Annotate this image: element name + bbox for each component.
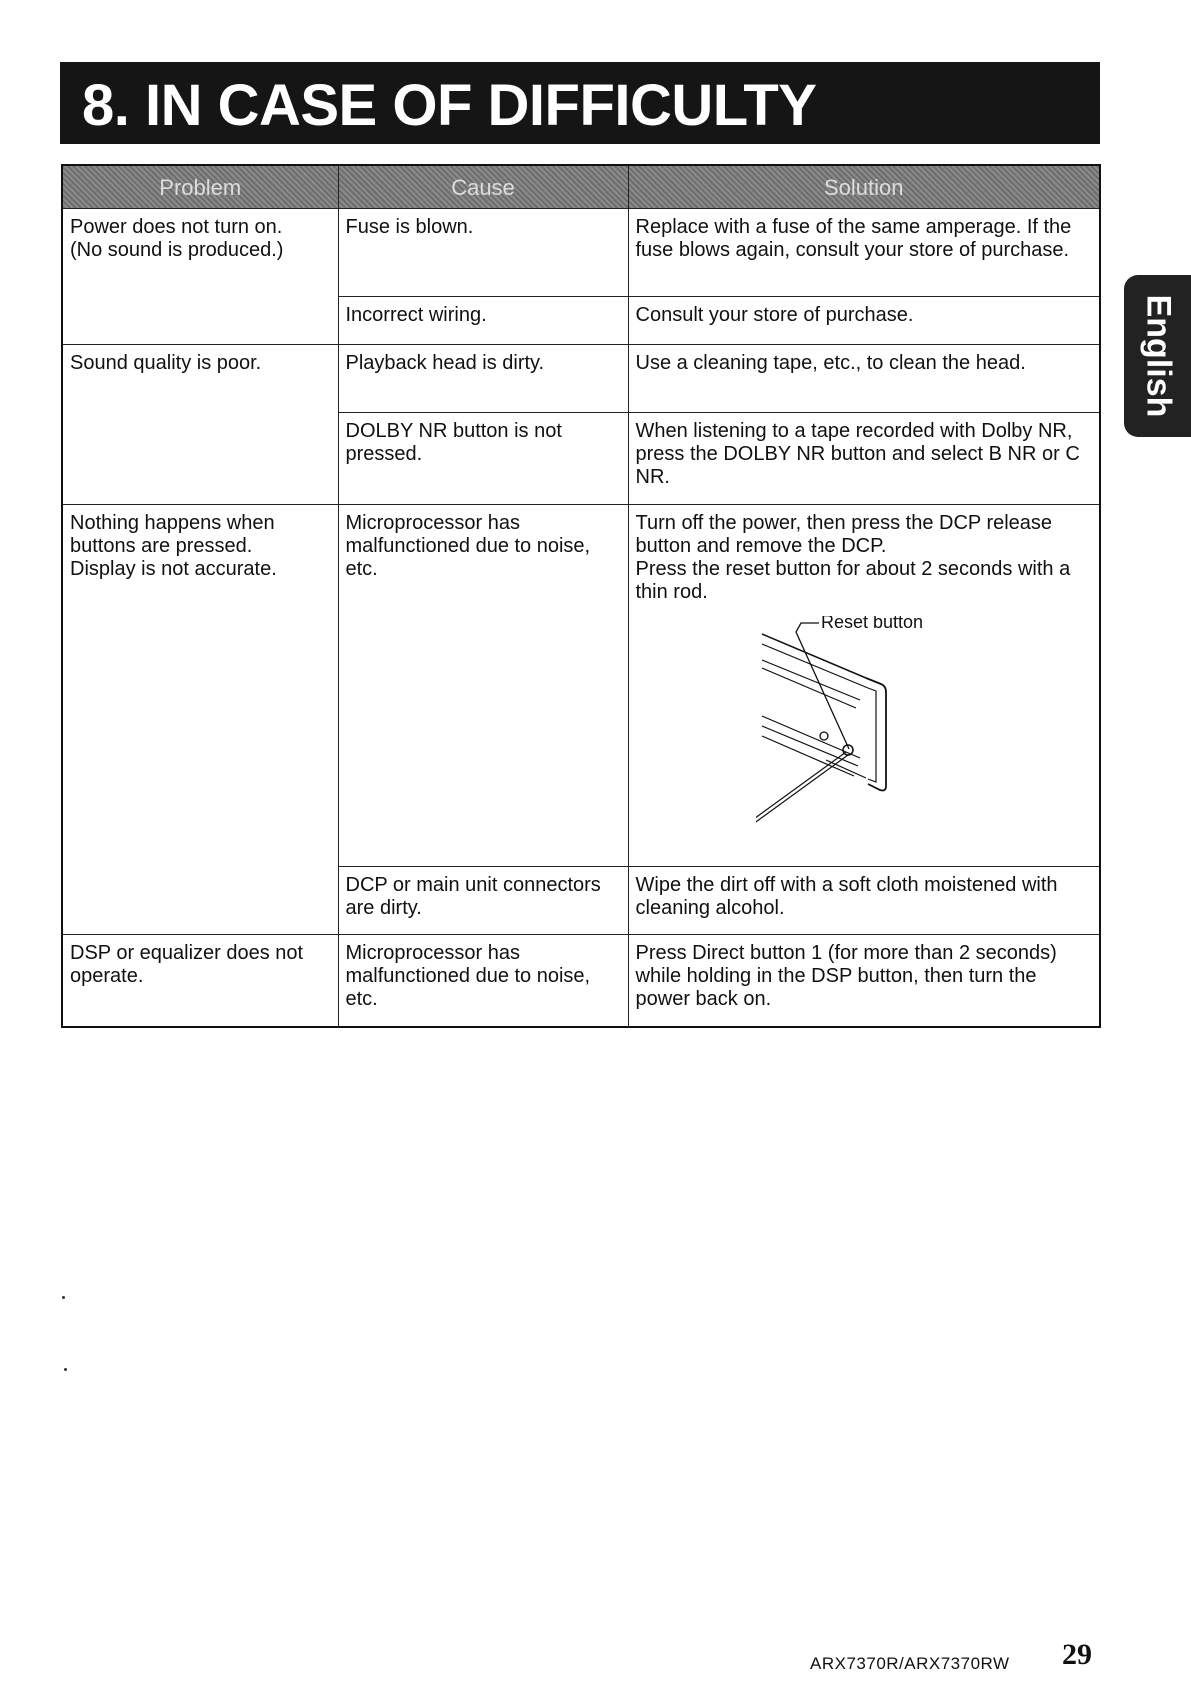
scan-speck xyxy=(62,1296,65,1299)
solution-cell: Wipe the dirt off with a soft cloth moistened with cleaning alcohol. xyxy=(628,867,1100,935)
language-tab-label: English xyxy=(1139,294,1178,418)
cause-cell: DOLBY NR button is not pressed. xyxy=(338,413,628,505)
problem-cell: Nothing happens when buttons are pressed. Display is not accurate. xyxy=(62,505,338,935)
model-number: ARX7370R/ARX7370RW xyxy=(810,1654,1010,1673)
solution-cell: Consult your store of purchase. xyxy=(628,297,1100,345)
figure-label: Reset button xyxy=(820,616,923,632)
solution-cell: When listening to a tape recorded with Dolby NR, press the DOLBY NR button and select B NR or C NR. xyxy=(628,413,1100,505)
problem-cell: DSP or equalizer does not operate. xyxy=(62,935,338,1027)
cause-cell: DCP or main unit connectors are dirty. xyxy=(338,867,628,935)
language-tab xyxy=(1124,275,1191,437)
solution-cell xyxy=(628,505,1100,867)
solution-cell: Press Direct button 1 (for more than 2 seconds) while holding in the DSP button, then turn the power back on. xyxy=(628,935,1100,1027)
table-header-row xyxy=(62,165,1100,209)
section-title-bar xyxy=(60,62,1100,144)
table-row xyxy=(62,505,1100,867)
header-problem: Problem xyxy=(62,165,338,209)
troubleshooting-table xyxy=(61,164,1101,1028)
table-row xyxy=(62,209,1100,297)
cause-cell: Playback head is dirty. xyxy=(338,345,628,413)
cause-cell: Microprocessor has malfunctioned due to noise, etc. xyxy=(338,935,628,1027)
solution-text: Turn off the power, then press the DCP release button and remove the DCP. Press the reset button for about 2 seconds with a thin rod. xyxy=(635,512,1071,603)
header-solution: Solution xyxy=(628,165,1100,209)
solution-cell: Use a cleaning tape, etc., to clean the head. xyxy=(628,345,1100,413)
problem-cell: Power does not turn on. (No sound is produced.) xyxy=(62,209,338,345)
table-row xyxy=(62,935,1100,1027)
section-title: 8. IN CASE OF DIFFICULTY xyxy=(82,73,817,138)
reset-button-illustration xyxy=(756,616,1056,831)
cause-cell: Incorrect wiring. xyxy=(338,297,628,345)
problem-cell: Sound quality is poor. xyxy=(62,345,338,505)
scan-speck xyxy=(64,1368,67,1371)
table-row xyxy=(62,345,1100,413)
page-number: 29 xyxy=(1062,1638,1092,1671)
solution-cell: Replace with a fuse of the same amperage. If the fuse blows again, consult your store of purchase. xyxy=(628,209,1100,297)
header-cause: Cause xyxy=(338,165,628,209)
cause-cell: Fuse is blown. xyxy=(338,209,628,297)
cause-cell: Microprocessor has malfunctioned due to noise, etc. xyxy=(338,505,628,867)
